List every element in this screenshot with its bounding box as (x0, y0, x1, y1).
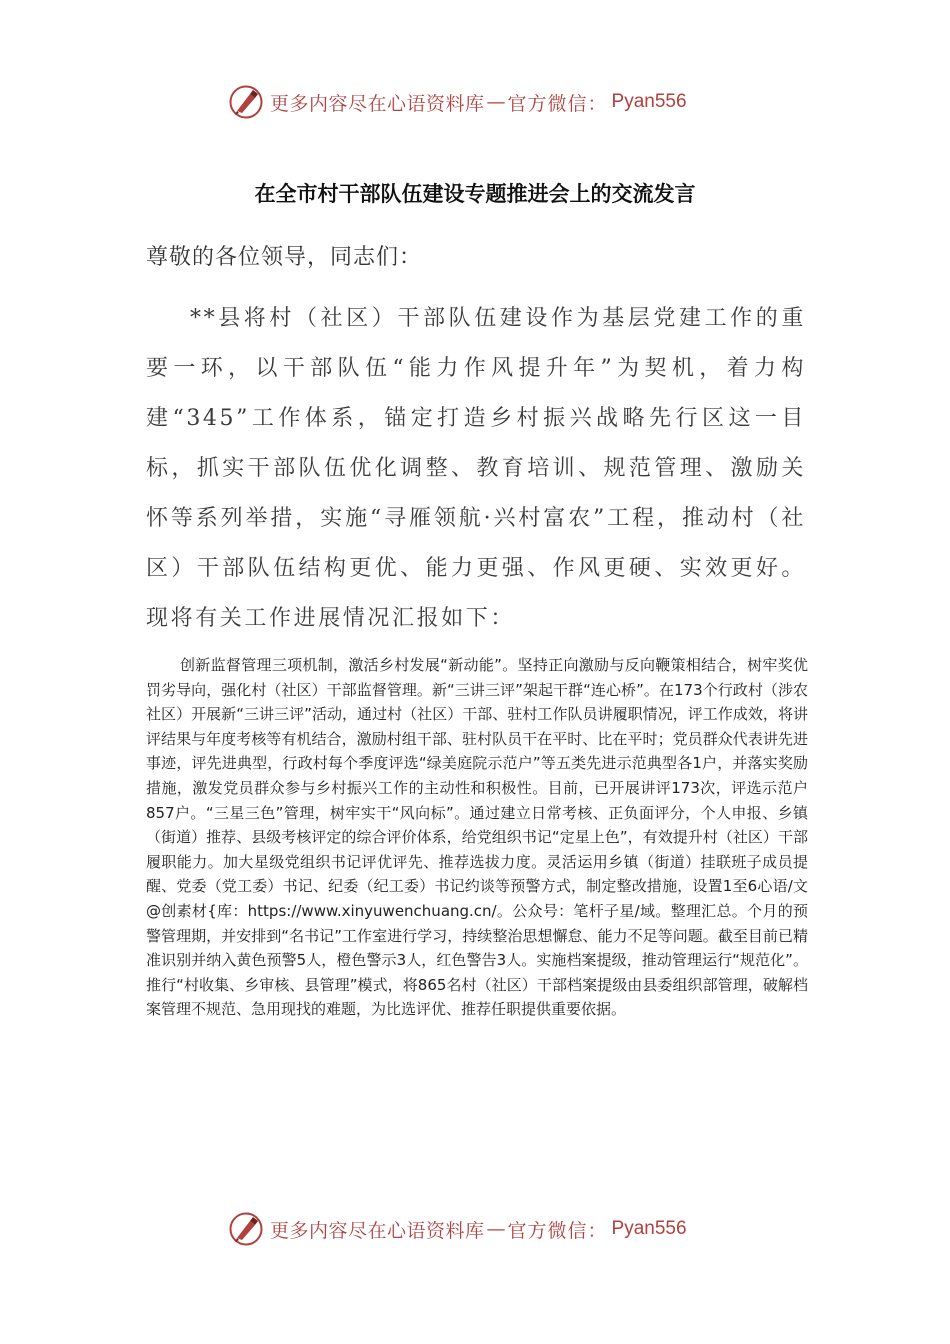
salutation: 尊敬的各位领导，同志们： (146, 245, 423, 270)
pen-nib-logo-icon (228, 1211, 264, 1247)
watermark-wechat-id: Pyan556 (611, 91, 687, 112)
watermark-separator: — (486, 1218, 506, 1240)
header-watermark-banner (228, 84, 687, 120)
document-title: 在全市村干部队伍建设专题推进会上的交流发言 (254, 182, 696, 206)
watermark-wechat-id: Pyan556 (611, 1218, 687, 1239)
watermark-wechat-label: 官方微信： (507, 92, 608, 115)
pen-nib-logo-icon (228, 84, 264, 120)
watermark-main-text: 更多内容尽在心语资料库 (270, 1219, 485, 1242)
footer-watermark-banner (228, 1211, 687, 1247)
lead-paragraph: **县将村（社区）干部队伍建设作为基层党建工作的重要一环，以干部队伍“能力作风提升年”为契机，着力构建“345”工作体系，锚定打造乡村振兴战略先行区这一目标，抓实干部队伍优化调整、教育培训、规范管理、激励关怀等系列举措，实施“寻雁领航·兴村富农”工程，推动村（社区）干部队伍结构更优、能力更强、作风更硬、实效更好。现将有关工作进展情况汇报如下： (146, 306, 806, 631)
watermark-separator: — (486, 91, 506, 113)
watermark-main-text: 更多内容尽在心语资料库 (270, 92, 485, 115)
body-paragraph: 创新监督管理三项机制，激活乡村发展“新动能”。坚持正向激励与反向鞭策相结合，树牢奖优罚劣导向，强化村（社区）干部监督管理。新“三讲三评”架起干群“连心桥”。在173个行政村（涉农社区）开展新“三讲三评”活动，通过村（社区）干部、驻村工作队员讲履职情况，评工作成效，将讲评结果与年度考核等有机结合，激励村组干部、驻村队员干在平时、比在平时；党员群众代表讲先进事迹，评先进典型，行政村每个季度评选“绿美庭院示范户”等五类先进示范典型各1户，并落实奖励措施，激发党员群众参与乡村振兴工作的主动性和积极性。目前，已开展讲评173次，评选示范户857户。“三星三色”管理，树牢实干“风向标”。通过建立日常考核、正负面评分，个人申报、乡镇（街道）推荐、县级考核评定的综合评价体系，给党组织书记“定星上色”，有效提升村（社区）干部履职能力。加大星级党组织书记评优评先、推荐选拔力度。灵活运用乡镇（街道）挂联班子成员提醒、党委（党工委）书记、纪委（纪工委）书记约谈等预警方式，制定整改措施，设置1至6心语/文@创素材{库：https://www.xinyuwenchuang.cn/。公众号：笔杆子星/域。整理汇总。个月的预警管理期，并安排到“名书记”工作室进行学习，持续整治思想懈怠、能力不足等问题。截至目前已精准识别并纳入黄色预警5人，橙色警示3人，红色警告3人。实施档案提级，推动管理运行“规范化”。推行“村收集、乡审核、县管理”模式，将865名村（社区）干部档案提级由县委组织部管理，破解档案管理不规范、急用现找的难题，为比选评优、推荐任职提供重要依据。 (146, 656, 808, 1019)
watermark-wechat-label: 官方微信： (507, 1219, 608, 1242)
